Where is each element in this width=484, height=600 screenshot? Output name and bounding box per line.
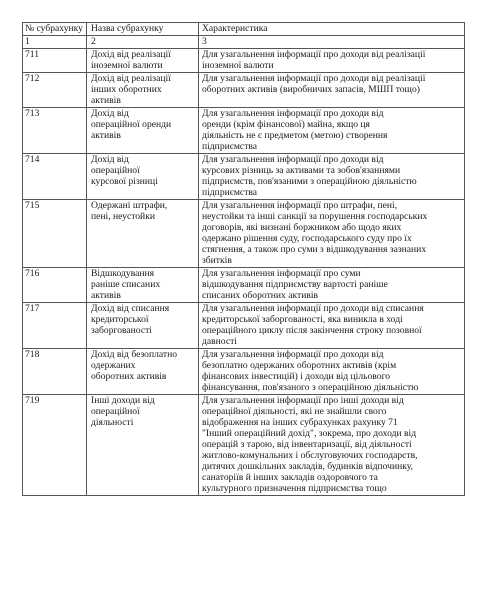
subaccount-code: 715 xyxy=(23,200,87,268)
subaccount-code: 713 xyxy=(23,108,87,154)
subaccount-description: Для узагальнення інформації про доходи від безоплатно одержаних оборотних активів (крім фінансових інвестицій) і доходи від цільового фінансування, пов'язаного з операційною діяльністю xyxy=(199,349,465,395)
subaccount-code: 719 xyxy=(23,395,87,496)
subaccount-name: Одержані штрафи, пені, неустойки xyxy=(87,200,199,268)
subaccount-code: 718 xyxy=(23,349,87,395)
subaccount-description: Для узагальнення інформації про доходи від реалізації оборотних активів (виробничих запасів, МШП тощо) xyxy=(199,73,465,108)
table-row xyxy=(23,49,465,73)
subaccounts-table xyxy=(22,22,465,496)
subaccount-description: Для узагальнення інформації про доходи від курсових різниць за активами та зобов'язаннями підприємств, пов'язаними з операційною діяльністю підприємства xyxy=(199,154,465,200)
subaccount-description: Для узагальнення інформації про штрафи, пені, неустойки та інші санкції за порушення господарських договорів, які визнані боржником або щодо яких одержано рішення суду, господарського суду про їх стягнення, а також про суми з відшкодування зазнаних збитків xyxy=(199,200,465,268)
subaccount-code: 716 xyxy=(23,268,87,303)
subaccount-name: Дохід від списання кредиторської заборгованості xyxy=(87,303,199,349)
subaccount-name: Дохід від реалізації іноземної валюти xyxy=(87,49,199,73)
subaccount-code: 712 xyxy=(23,73,87,108)
subaccount-name: Дохід від операційної курсової різниці xyxy=(87,154,199,200)
header-cell-description: Характеристика xyxy=(199,23,465,36)
column-number-cell: 3 xyxy=(199,36,465,49)
table-row xyxy=(23,108,465,154)
subaccount-code: 714 xyxy=(23,154,87,200)
column-number-cell: 1 xyxy=(23,36,87,49)
header-cell-number: № субрахунку xyxy=(23,23,87,36)
table-row xyxy=(23,200,465,268)
table-row xyxy=(23,303,465,349)
table-row xyxy=(23,268,465,303)
subaccount-name: Дохід від реалізації інших оборотних активів xyxy=(87,73,199,108)
subaccount-description: Для узагальнення інформації про інші доходи від операційної діяльності, які не знайшли свого відображення на інших субрахунках рахунку 71 "Інший операційний дохід", зокрема, про доходи від операцій з тарою, від інвентаризації, від діяльності житлово-комунальних і обслуговуючих господарств, дитячих дошкільних закладів, будинків відпочинку, санаторіїв й інших закладів оздоровчого та культурного призначення підприємства тощо xyxy=(199,395,465,496)
column-numbers-row xyxy=(23,36,465,49)
subaccount-description: Для узагальнення інформації про доходи від оренди (крім фінансової) майна, якщо ця діяльність не є предметом (метою) створення підприємства xyxy=(199,108,465,154)
subaccount-description: Для узагальнення інформації про доходи від списання кредиторської заборгованості, яка виникла в ході операційного циклу після закінчення строку позовної давності xyxy=(199,303,465,349)
subaccount-name: Відшкодування раніше списаних активів xyxy=(87,268,199,303)
subaccount-description: Для узагальнення інформації про суми відшкодування підприємству вартості раніше списаних оборотних активів xyxy=(199,268,465,303)
header-row xyxy=(23,23,465,36)
subaccount-code: 711 xyxy=(23,49,87,73)
column-number-cell: 2 xyxy=(87,36,199,49)
table-row xyxy=(23,154,465,200)
table-row xyxy=(23,349,465,395)
table-row xyxy=(23,73,465,108)
table-row xyxy=(23,395,465,496)
subaccount-name: Дохід від безоплатно одержаних оборотних активів xyxy=(87,349,199,395)
subaccount-code: 717 xyxy=(23,303,87,349)
header-cell-name: Назва субрахунку xyxy=(87,23,199,36)
subaccount-description: Для узагальнення інформації про доходи від реалізації іноземної валюти xyxy=(199,49,465,73)
subaccount-name: Інші доходи від операційної діяльності xyxy=(87,395,199,496)
subaccount-name: Дохід від операційної оренди активів xyxy=(87,108,199,154)
